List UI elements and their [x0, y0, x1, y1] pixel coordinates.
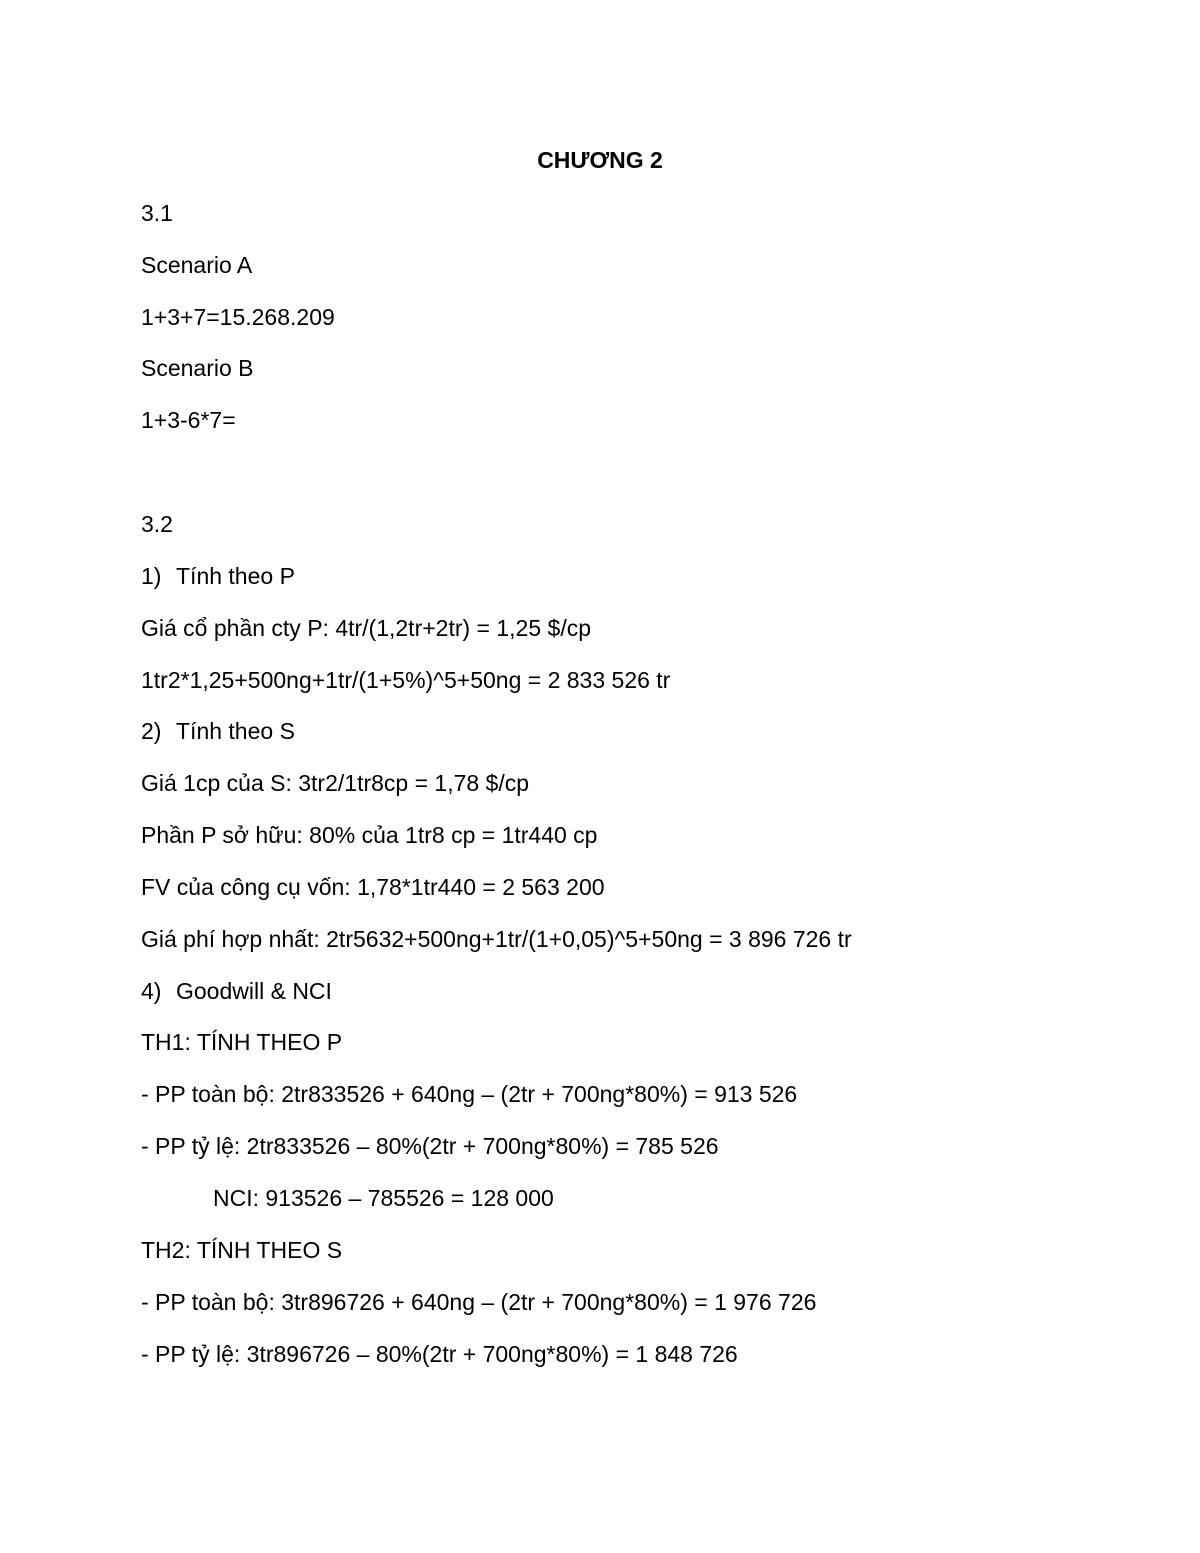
page-title: CHƯƠNG 2: [537, 147, 663, 173]
scenario-a-label: Scenario A: [141, 252, 253, 278]
list-number: 1): [141, 563, 162, 589]
share-price-p-line: Giá cổ phần cty P: 4tr/(1,2tr+2tr) = 1,25 $/cp: [141, 615, 592, 641]
list-item-4: [141, 975, 332, 1007]
case-1-heading: TH1: TÍNH THEO P: [141, 1029, 343, 1055]
case-2-heading: TH2: TÍNH THEO S: [141, 1237, 343, 1263]
fair-value-line: FV của công cụ vốn: 1,78*1tr440 = 2 563 200: [141, 874, 605, 900]
scenario-b-calculation: 1+3-6*7=: [141, 407, 236, 433]
case-2-proportional-method: - PP tỷ lệ: 3tr896726 – 80%(2tr + 700ng*80%) = 1 848 726: [141, 1341, 738, 1367]
section-heading-3-1: 3.1: [141, 200, 173, 226]
consolidation-cost-line: Giá phí hợp nhất: 2tr5632+500ng+1tr/(1+0,05)^5+50ng = 3 896 726 tr: [141, 926, 852, 952]
case-2-full-method: - PP toàn bộ: 3tr896726 + 640ng – (2tr + 700ng*80%) = 1 976 726: [141, 1289, 817, 1315]
list-item-2: [141, 715, 295, 747]
calculation-p-line: 1tr2*1,25+500ng+1tr/(1+5%)^5+50ng = 2 833 526 tr: [141, 667, 671, 693]
list-number: 2): [141, 718, 162, 744]
scenario-b-label: Scenario B: [141, 355, 254, 381]
case-1-nci: NCI: 913526 – 785526 = 128 000: [213, 1185, 554, 1211]
share-price-s-line: Giá 1cp của S: 3tr2/1tr8cp = 1,78 $/cp: [141, 770, 530, 796]
section-heading-3-2: 3.2: [141, 511, 173, 537]
list-number: 4): [141, 978, 162, 1004]
case-1-full-method: - PP toàn bộ: 2tr833526 + 640ng – (2tr + 700ng*80%) = 913 526: [141, 1081, 798, 1107]
list-text: Goodwill & NCI: [176, 978, 332, 1004]
list-item-1: [141, 560, 295, 592]
scenario-a-calculation: 1+3+7=15.268.209: [141, 304, 335, 330]
list-text: Tính theo S: [176, 718, 295, 744]
list-text: Tính theo P: [176, 563, 295, 589]
case-1-proportional-method: - PP tỷ lệ: 2tr833526 – 80%(2tr + 700ng*80%) = 785 526: [141, 1133, 719, 1159]
ownership-line: Phần P sở hữu: 80% của 1tr8 cp = 1tr440 cp: [141, 822, 598, 848]
